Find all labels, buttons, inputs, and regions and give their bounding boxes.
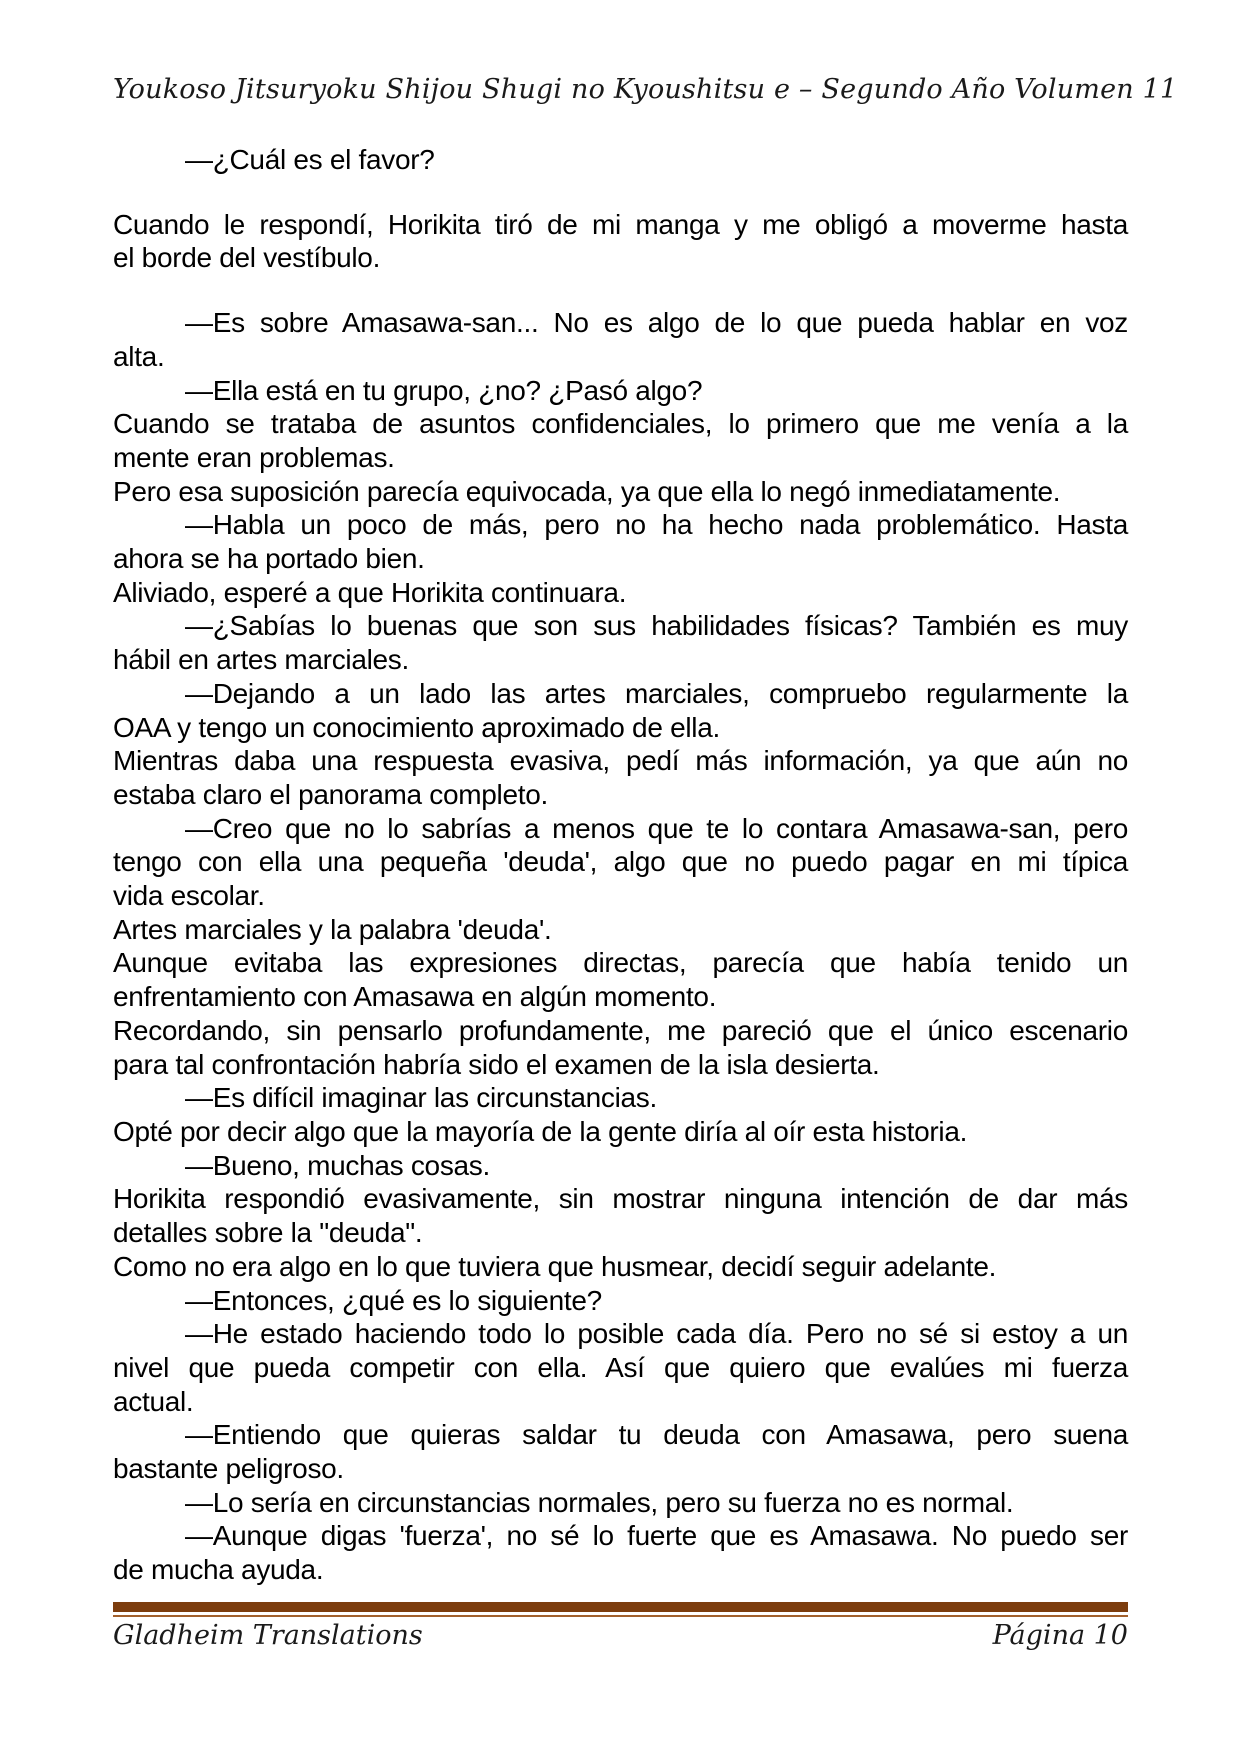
- paragraph: [113, 1149, 1128, 1183]
- text-line: —Es difícil imaginar las circunstancias.: [185, 1082, 657, 1114]
- text-line: Aunque evitaba las expresiones directas, parecía que había tenido un: [113, 947, 1128, 979]
- paragraph: [113, 1284, 1128, 1318]
- text-line: OAA y tengo un conocimiento aproximado de ella.: [113, 711, 720, 743]
- footer-page-number: Página 10: [992, 1620, 1128, 1651]
- paragraph: [113, 946, 1128, 1013]
- footer-divider-thin-bar: [113, 1615, 1128, 1617]
- text-line: Artes marciales y la palabra 'deuda'.: [113, 913, 552, 945]
- text-line: actual.: [113, 1385, 194, 1417]
- text-line: Recordando, sin pensarlo profundamente, me pareció que el único escenario: [113, 1014, 1128, 1046]
- text-line: detalles sobre la "deuda".: [113, 1217, 423, 1249]
- footer-divider-rule: [113, 1602, 1128, 1617]
- text-line: para tal confrontación habría sido el examen de la isla desierta.: [113, 1048, 880, 1080]
- paragraph: [113, 208, 1128, 275]
- paragraph: [113, 1418, 1128, 1485]
- text-line: Mientras daba una respuesta evasiva, pedí más información, ya que aún no: [113, 745, 1128, 777]
- text-line: —Ella está en tu grupo, ¿no? ¿Pasó algo?: [185, 374, 703, 406]
- footer-divider-thick-bar: [113, 1602, 1128, 1612]
- text-line: alta.: [113, 340, 165, 372]
- text-line: ahora se ha portado bien.: [113, 543, 425, 575]
- paragraph: [113, 1519, 1128, 1586]
- text-line: el borde del vestíbulo.: [113, 242, 381, 274]
- footer-translator-credit: Gladheim Translations: [113, 1620, 423, 1651]
- text-line: —Creo que no lo sabrías a menos que te lo contara Amasawa-san, pero: [185, 812, 1128, 844]
- text-line: —¿Sabías lo buenas que son sus habilidades físicas? También es muy: [185, 610, 1128, 642]
- text-line: —Lo sería en circunstancias normales, pero su fuerza no es normal.: [185, 1486, 1014, 1518]
- paragraph: [113, 812, 1128, 913]
- paragraph-gap: [113, 275, 1128, 306]
- text-line: —¿Cuál es el favor?: [185, 144, 435, 175]
- paragraph: [113, 306, 1128, 373]
- text-line: Cuando le respondí, Horikita tiró de mi manga y me obligó a moverme hasta: [113, 208, 1128, 240]
- paragraph: [113, 1182, 1128, 1249]
- text-line: Cuando se trataba de asuntos confidenciales, lo primero que me venía a la: [113, 408, 1128, 440]
- paragraph: [113, 508, 1128, 575]
- text-line: de mucha ayuda.: [113, 1554, 324, 1586]
- paragraph: [113, 677, 1128, 744]
- paragraph: [113, 609, 1128, 676]
- paragraph: [113, 576, 1128, 610]
- page-header-title: Youkoso Jitsuryoku Shijou Shugi no Kyoushitsu e – Segundo Año Volumen 11: [113, 74, 1178, 105]
- text-line: estaba claro el panorama completo.: [113, 778, 548, 810]
- paragraph: [113, 374, 1128, 408]
- paragraph-gap: [113, 177, 1128, 208]
- paragraph: [113, 1081, 1128, 1115]
- text-line: bastante peligroso.: [113, 1453, 344, 1485]
- paragraph: [113, 1014, 1128, 1081]
- paragraph: [113, 475, 1128, 509]
- paragraph: [113, 143, 1128, 177]
- text-line: Aliviado, esperé a que Horikita continuara.: [113, 576, 627, 608]
- paragraph: [113, 407, 1128, 474]
- text-line: —Entonces, ¿qué es lo siguiente?: [185, 1284, 602, 1316]
- text-line: Horikita respondió evasivamente, sin mostrar ninguna intención de dar más: [113, 1183, 1128, 1215]
- text-line: tengo con ella una pequeña 'deuda', algo que no puedo pagar en mi típica: [113, 846, 1128, 878]
- text-line: —Dejando a un lado las artes marciales, compruebo regularmente la: [185, 677, 1128, 709]
- text-line: —Bueno, muchas cosas.: [185, 1149, 490, 1181]
- document-body: [113, 143, 1128, 1587]
- text-line: —He estado haciendo todo lo posible cada día. Pero no sé si estoy a un: [185, 1318, 1128, 1350]
- text-line: hábil en artes marciales.: [113, 644, 409, 676]
- text-line: mente eran problemas.: [113, 441, 395, 473]
- text-line: —Habla un poco de más, pero no ha hecho nada problemático. Hasta: [185, 509, 1128, 541]
- text-line: —Aunque digas 'fuerza', no sé lo fuerte que es Amasawa. No puedo ser: [185, 1520, 1128, 1552]
- page-footer: [113, 1620, 1128, 1651]
- paragraph: [113, 1317, 1128, 1418]
- paragraph: [113, 744, 1128, 811]
- text-line: Como no era algo en lo que tuviera que husmear, decidí seguir adelante.: [113, 1250, 997, 1282]
- text-line: Pero esa suposición parecía equivocada, ya que ella lo negó inmediatamente.: [113, 475, 1061, 507]
- paragraph: [113, 913, 1128, 947]
- text-line: vida escolar.: [113, 880, 265, 912]
- paragraph: [113, 1115, 1128, 1149]
- paragraph: [113, 1250, 1128, 1284]
- text-line: —Entiendo que quieras saldar tu deuda con Amasawa, pero suena: [185, 1419, 1128, 1451]
- text-line: enfrentamiento con Amasawa en algún momento.: [113, 981, 717, 1013]
- text-line: —Es sobre Amasawa-san... No es algo de lo que pueda hablar en voz: [185, 307, 1128, 339]
- text-line: nivel que pueda competir con ella. Así que quiero que evalúes mi fuerza: [113, 1351, 1128, 1383]
- text-line: Opté por decir algo que la mayoría de la gente diría al oír esta historia.: [113, 1115, 968, 1147]
- paragraph: [113, 1486, 1128, 1520]
